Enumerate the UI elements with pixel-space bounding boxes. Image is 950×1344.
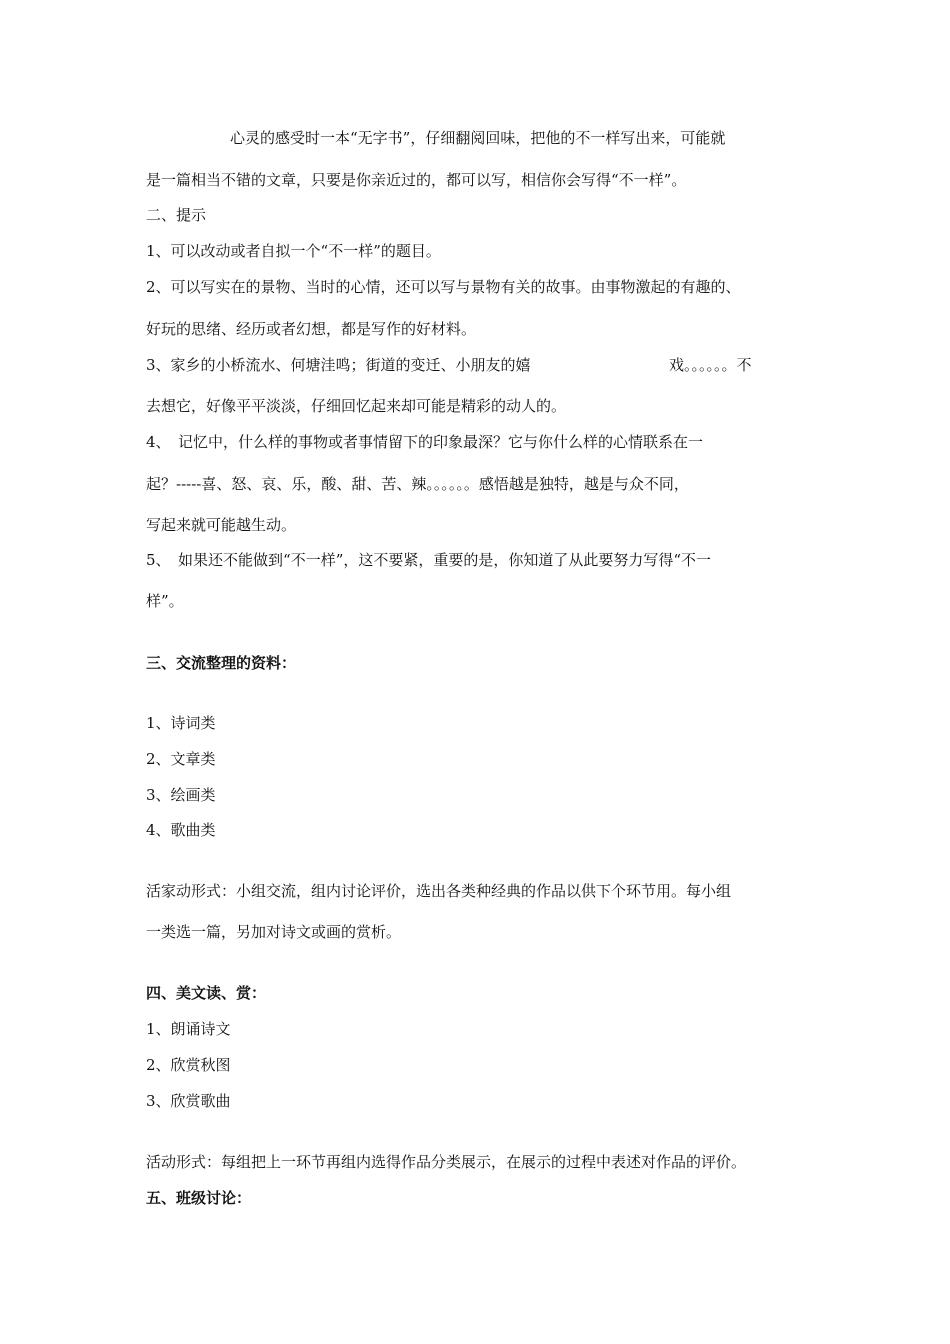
- tip-1: 1、可以改动或者自拟一个“不一样”的题目。: [146, 242, 441, 260]
- intro-line-2: 是一篇相当不错的文章，只要是你亲近过的，都可以写，相信你会写得“不一样”。: [146, 171, 687, 189]
- section-heading-tips: 二、提示: [146, 206, 207, 224]
- tip-2-line-1: 2、可以写实在的景物、当时的心情，还可以写与景物有关的故事。由事物激起的有趣的、: [146, 278, 741, 296]
- material-item-4: 4、歌曲类: [146, 821, 216, 839]
- activity-line-1: 活家动形式：小组交流，组内讨论评价，选出各类种经典的作品以供下个环节用。每小组: [146, 882, 732, 900]
- tip-4-line-2: 起？-----喜、怒、哀、乐，酸、甜、苦、辣。。。。。。感悟越是独特，越是与众不同，: [146, 475, 689, 493]
- intro-line-1: 心灵的感受时一本“无字书”，仔细翻阅回味，把他的不一样写出来，可能就: [230, 129, 726, 147]
- material-item-2: 2、文章类: [146, 750, 216, 768]
- section-heading-materials: 三、交流整理的资料：: [146, 654, 297, 672]
- activity-line-2: 一类选一篇，另加对诗文或画的赏析。: [146, 923, 402, 941]
- tip-5-line-2: 样”。: [146, 592, 184, 610]
- tip-4-line-1: 4、 记忆中，什么样的事物或者事情留下的印象最深？它与你什么样的心情联系在一: [146, 433, 704, 451]
- tip-5-line-1: 5、 如果还不能做到“不一样”，这不要紧，重要的是，你知道了从此要努力写得“不一: [146, 551, 712, 569]
- appreciation-item-3: 3、欣赏歌曲: [146, 1092, 231, 1110]
- tip-3-line-1a: 3、家乡的小桥流水、何塘洼鸣；街道的变迁、小朋友的嬉: [146, 356, 531, 374]
- tip-3-line-1b: 戏。。。。。。不: [669, 356, 752, 374]
- material-item-3: 3、绘画类: [146, 786, 216, 804]
- tip-3-line-2: 去想它，好像平平淡淡，仔细回忆起来却可能是精彩的动人的。: [146, 397, 567, 415]
- appreciation-item-1: 1、朗诵诗文: [146, 1020, 231, 1038]
- section-heading-appreciation: 四、美文读、赏：: [146, 984, 267, 1002]
- material-item-1: 1、诗词类: [146, 714, 216, 732]
- appreciation-item-2: 2、欣赏秋图: [146, 1056, 231, 1074]
- section-heading-discussion: 五、班级讨论：: [146, 1189, 252, 1207]
- tip-2-line-2: 好玩的思绪、经历或者幻想，都是写作的好材料。: [146, 320, 477, 338]
- tip-4-line-3: 写起来就可能越生动。: [146, 516, 297, 534]
- appreciation-activity: 活动形式：每组把上一环节再组内选得作品分类展示，在展示的过程中表述对作品的评价。: [146, 1153, 747, 1171]
